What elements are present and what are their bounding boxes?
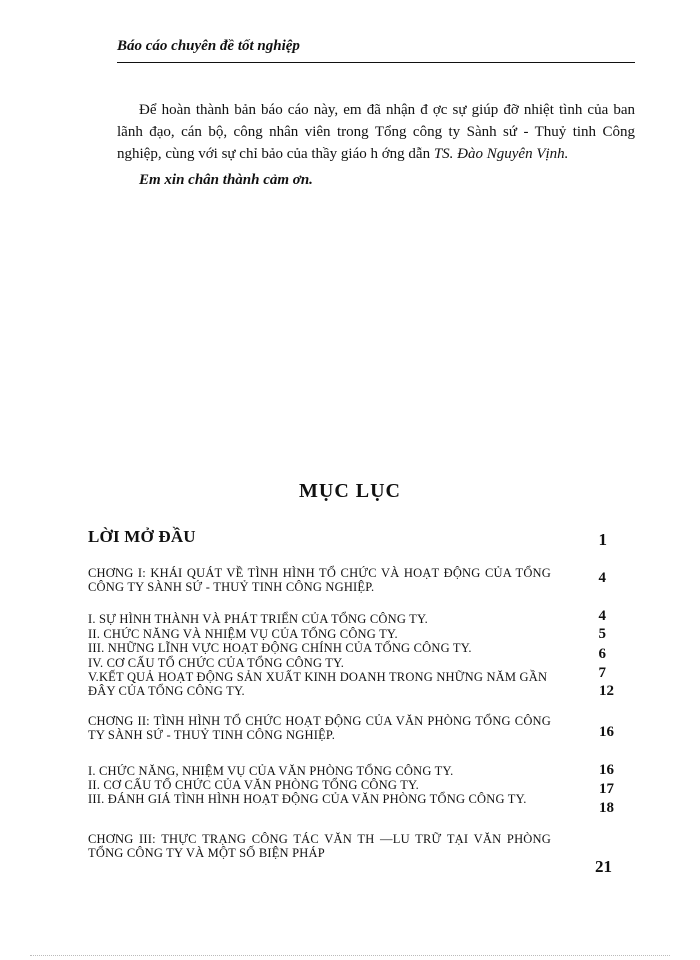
toc-item: V.KẾT QUẢ HOẠT ĐỘNG SẢN XUẤT KINH DOANH TRONG NHỮNG NĂM GẦN ĐÂY CỦA TỔNG CÔNG TY. [88,670,548,698]
toc-item-page: 17 [599,781,614,797]
acknowledgement-paragraph [117,99,635,165]
toc-item-page: 6 [598,646,606,662]
toc-item: II. CƠ CẤU TỔ CHỨC CỦA VĂN PHÒNG TỔNG CÔNG TY. [88,778,419,792]
toc-intro-page: 1 [598,530,607,549]
toc-item-page: 4 [598,608,606,624]
toc-chapter3-label: CHƠNG III: THỰC TRẠNG CÔNG TÁC VĂN TH —LU TRỮ TẠI VĂN PHÒNG TỔNG CÔNG TY VÀ MỘT SỐ BIỆN PHÁP [88,832,551,860]
toc-title: MỤC LỤC [299,480,401,502]
toc-item-page: 12 [599,683,614,699]
toc-chapter3-page: 21 [595,857,612,876]
toc-item-page: 16 [599,762,614,778]
toc-item-page: 18 [599,800,614,816]
thanks-line: Em xin chân thành cảm ơn. [139,172,313,188]
header-rule [117,62,635,63]
toc-item-page: 7 [598,665,606,681]
toc-chapter1-page: 4 [598,570,606,586]
advisor-name: TS. Đào Nguyên Vịnh. [433,146,569,162]
document-header: Báo cáo chuyên đề tốt nghiệp [117,38,300,54]
toc-intro-label: LỜI MỞ ĐẦU [88,527,196,546]
acknowledgement-text: Để hoàn thành bản báo cáo này, em đã nhận đ ợc sự giúp đỡ nhiệt tình của ban lãnh đạo, cán bộ, công nhân viên trong Tổng công ty Sành sứ - Thuỷ tinh Công nghiệp, cùng với sự chỉ bảo của thầy giáo h ớng dẫn [117,102,635,162]
page-bottom-divider [30,955,670,956]
toc-item: III. ĐÁNH GIÁ TÌNH HÌNH HOẠT ĐỘNG CỦA VĂN PHÒNG TỔNG CÔNG TY. [88,792,527,806]
toc-chapter1-label: CHƠNG I: KHÁI QUÁT VỀ TÌNH HÌNH TỔ CHỨC VÀ HOẠT ĐỘNG CỦA TỔNG CÔNG TY SÀNH SỨ - THUỶ TINH CÔNG NGHIỆP. [88,566,551,594]
toc-chapter2-label: CHƠNG II: TÌNH HÌNH TỔ CHỨC HOẠT ĐỘNG CỦA VĂN PHÒNG TỔNG CÔNG TY SÀNH SỨ - THUỶ TINH CÔNG NGHIỆP. [88,714,551,742]
toc-item: I. SỰ HÌNH THÀNH VÀ PHÁT TRIỂN CỦA TỔNG CÔNG TY. [88,612,428,626]
toc-item: III. NHỮNG LĨNH VỰC HOẠT ĐỘNG CHÍNH CỦA TỔNG CÔNG TY. [88,641,472,655]
toc-item: II. CHỨC NĂNG VÀ NHIỆM VỤ CỦA TỔNG CÔNG TY. [88,627,398,641]
toc-chapter2-page: 16 [599,724,614,740]
toc-item-page: 5 [598,626,606,642]
toc-item: I. CHỨC NĂNG, NHIỆM VỤ CỦA VĂN PHÒNG TỔNG CÔNG TY. [88,764,454,778]
toc-item: IV. CƠ CẤU TỔ CHỨC CỦA TỔNG CÔNG TY. [88,656,345,670]
